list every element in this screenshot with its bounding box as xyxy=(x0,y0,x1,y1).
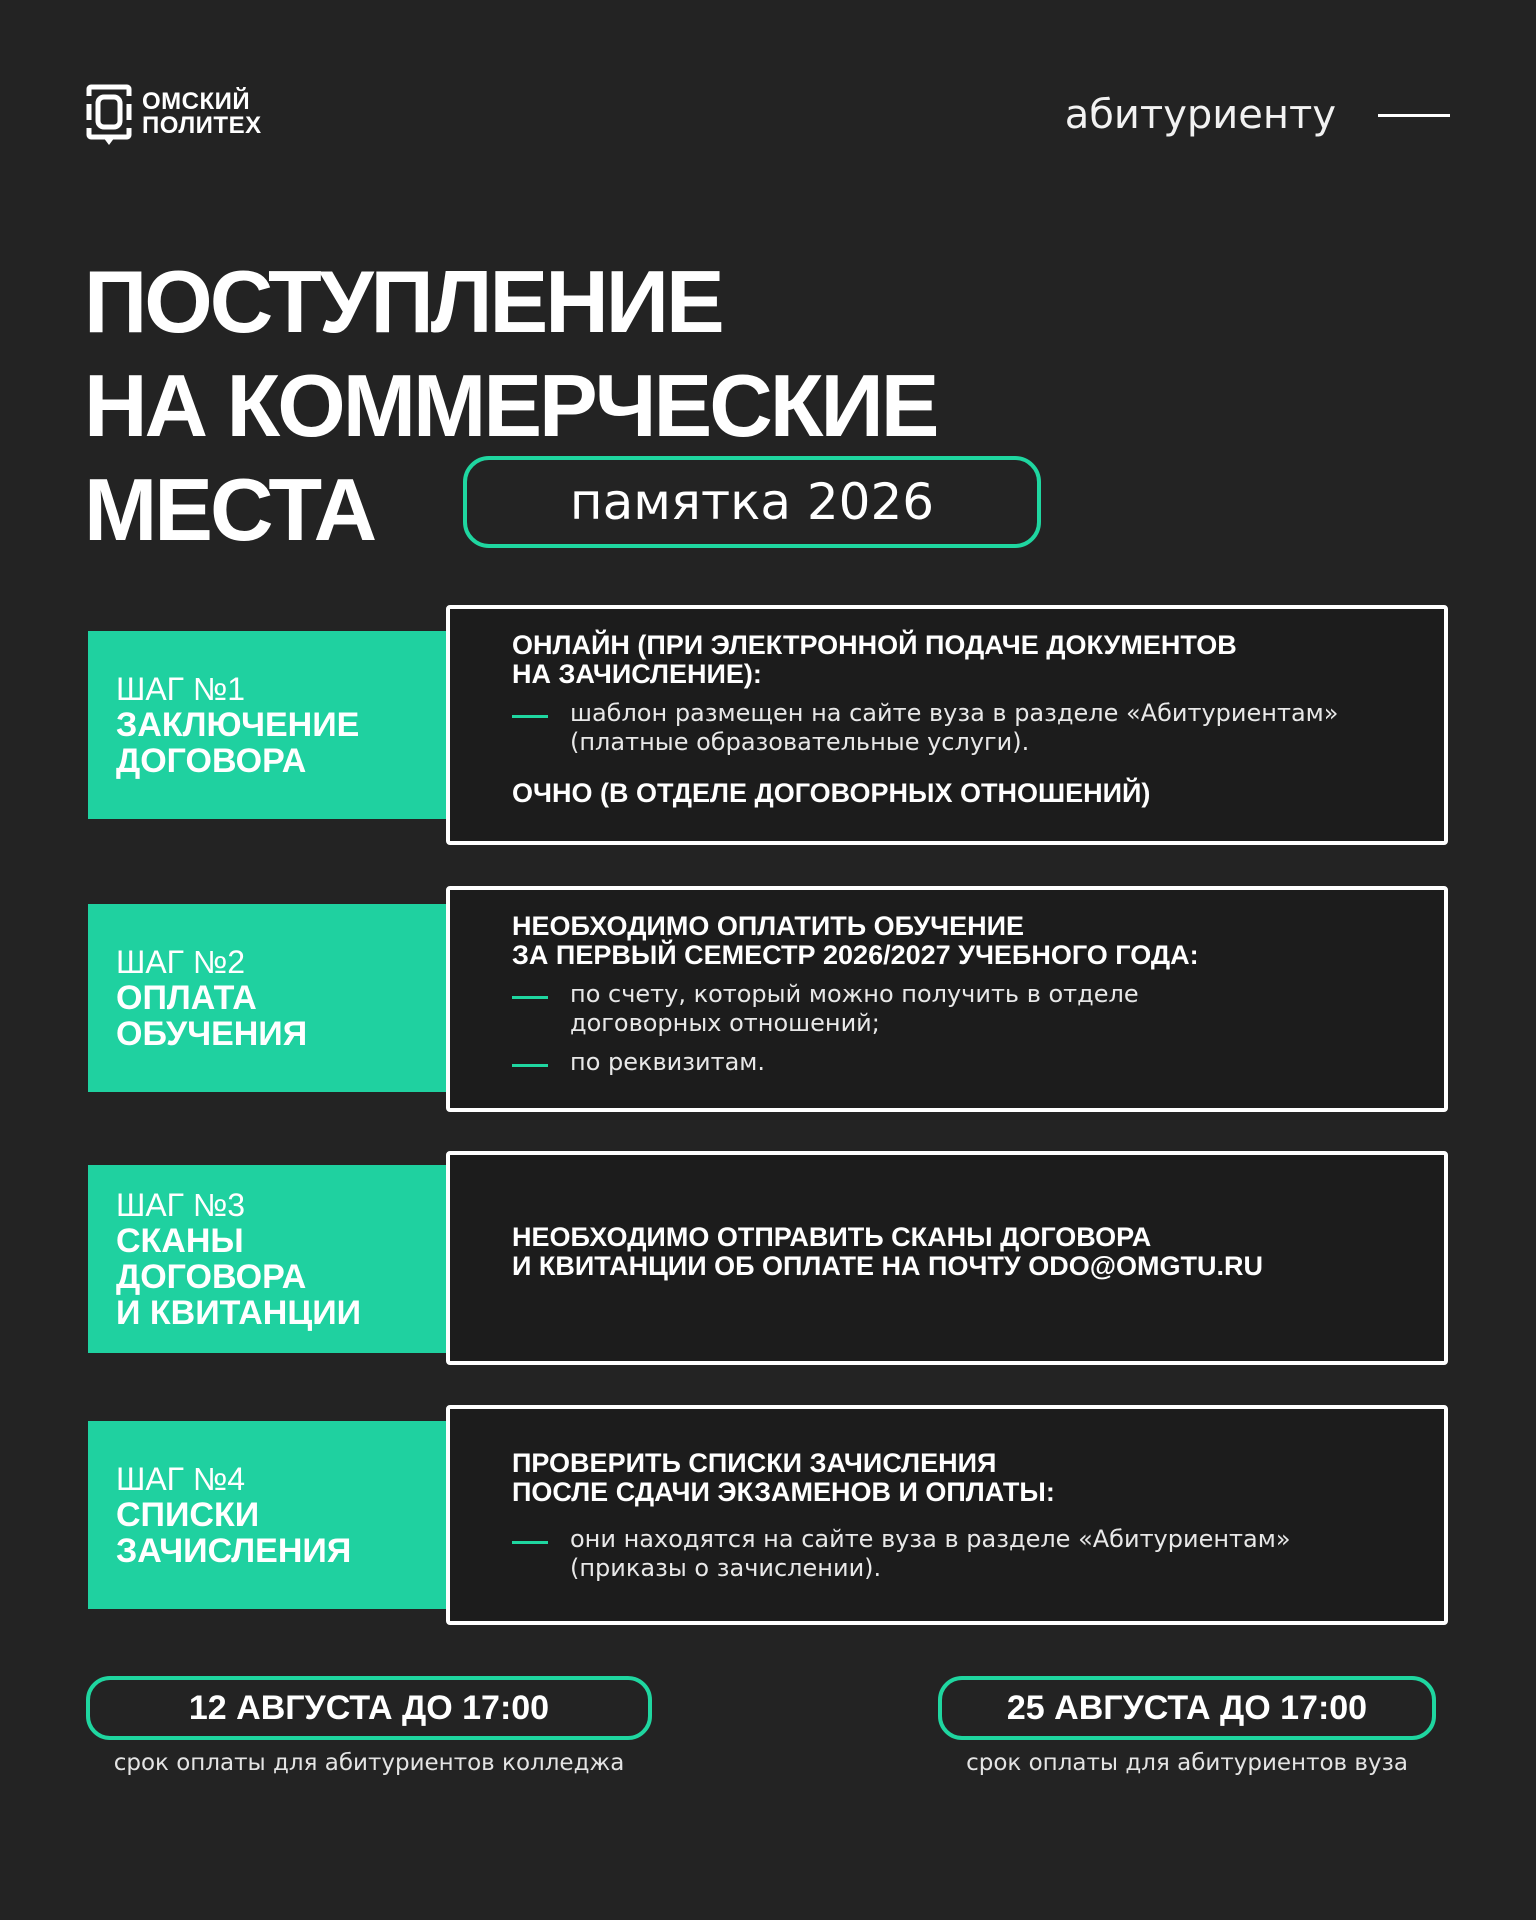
list-item-line: шаблон размещен на сайте вуза в разделе «Абитуриентам» xyxy=(570,699,1339,727)
step-title-line: ОПЛАТА xyxy=(116,979,257,1017)
step-heading-line: ОНЛАЙН (ПРИ ЭЛЕКТРОННОЙ ПОДАЧЕ ДОКУМЕНТОВ xyxy=(512,630,1237,660)
list-item-line: договорных отношений; xyxy=(570,1009,880,1037)
step-3-details xyxy=(446,1151,1448,1365)
step-3-label xyxy=(88,1165,448,1353)
step-number: ШАГ №2 xyxy=(116,944,246,980)
step-heading-line: НЕОБХОДИМО ОТПРАВИТЬ СКАНЫ ДОГОВОРА xyxy=(512,1222,1152,1252)
step-title-line: И КВИТАНЦИИ xyxy=(116,1294,362,1332)
list-item xyxy=(512,980,1384,1038)
list-item xyxy=(512,1048,1384,1077)
step-heading-line: ЗА ПЕРВЫЙ СЕМЕСТР 2026/2027 УЧЕБНОГО ГОДА: xyxy=(512,940,1199,970)
university-logo[interactable] xyxy=(86,84,262,144)
college-deadline-caption: срок оплаты для абитуриентов колледжа xyxy=(113,1750,625,1776)
list-item-line: (платные образовательные услуги). xyxy=(570,728,1030,756)
step-title-line: СПИСКИ xyxy=(116,1496,260,1534)
step-4-details xyxy=(446,1405,1448,1625)
step-title-line: ЗАКЛЮЧЕНИЕ xyxy=(116,706,360,744)
university-deadline-caption: срок оплаты для абитуриентов вуза xyxy=(966,1750,1408,1776)
list-item-text xyxy=(570,699,1338,757)
list-item-text xyxy=(570,1525,1291,1583)
title-line-2: НА КОММЕРЧЕСКИЕ xyxy=(84,356,937,455)
title-line-3: МЕСТА xyxy=(84,460,375,559)
step-4-label xyxy=(88,1421,448,1609)
college-deadline-badge: 12 АВГУСТА ДО 17:00 xyxy=(86,1676,652,1740)
step-title xyxy=(116,980,448,1052)
step-heading-line: ПОСЛЕ СДАЧИ ЭКЗАМЕНОВ И ОПЛАТЫ: xyxy=(512,1477,1055,1507)
memo-badge: памятка 2026 xyxy=(463,456,1041,548)
list-item xyxy=(512,1525,1384,1583)
logo-line-2: ПОЛИТЕХ xyxy=(142,112,262,139)
step-title-line: ДОГОВОРА xyxy=(116,1258,307,1296)
step-title xyxy=(116,1497,448,1569)
list-item-line: по реквизитам. xyxy=(570,1048,766,1076)
logo-icon xyxy=(86,84,132,144)
list-item-line: (приказы о зачислении). xyxy=(570,1554,882,1582)
step-heading xyxy=(512,1449,1384,1507)
step-1 xyxy=(88,605,1448,845)
dash-icon xyxy=(512,1064,548,1067)
step-heading-line: ПРОВЕРИТЬ СПИСКИ ЗАЧИСЛЕНИЯ xyxy=(512,1448,997,1478)
step-1-label xyxy=(88,631,448,819)
step-title-line: ЗАЧИСЛЕНИЯ xyxy=(116,1532,352,1570)
step-number: ШАГ №1 xyxy=(116,671,246,707)
list-item-text xyxy=(570,980,1139,1038)
step-heading-line: НА ЗАЧИСЛЕНИЕ): xyxy=(512,659,762,689)
step-heading xyxy=(512,1223,1384,1281)
list-item-text xyxy=(570,1048,765,1077)
logo-text xyxy=(142,90,262,138)
list-item-line: по счету, который можно получить в отделе xyxy=(570,980,1139,1008)
step-heading-line: НЕОБХОДИМО ОПЛАТИТЬ ОБУЧЕНИЕ xyxy=(512,911,1025,941)
list-item xyxy=(512,699,1384,757)
step-number: ШАГ №3 xyxy=(116,1187,246,1223)
step-title xyxy=(116,707,448,779)
step-1-details xyxy=(446,605,1448,845)
step-number: ШАГ №4 xyxy=(116,1461,246,1497)
step-heading-line: И КВИТАНЦИИ ОБ ОПЛАТЕ НА ПОЧТУ ODO@OMGTU.RU xyxy=(512,1251,1264,1281)
applicant-link[interactable]: абитуриенту xyxy=(1064,92,1336,138)
step-heading xyxy=(512,631,1384,689)
step-2 xyxy=(88,886,1448,1112)
step-title-line: ОБУЧЕНИЯ xyxy=(116,1015,308,1053)
step-extra: ОЧНО (В ОТДЕЛЕ ДОГОВОРНЫХ ОТНОШЕНИЙ) xyxy=(512,778,1151,808)
step-title-line: ДОГОВОРА xyxy=(116,742,307,780)
step-2-details xyxy=(446,886,1448,1112)
dash-icon xyxy=(512,715,548,718)
step-3 xyxy=(88,1151,1448,1365)
university-deadline-badge: 25 АВГУСТА ДО 17:00 xyxy=(938,1676,1436,1740)
dash-icon xyxy=(512,1541,548,1544)
title-line-1: ПОСТУПЛЕНИЕ xyxy=(84,252,722,351)
step-title xyxy=(116,1223,448,1331)
header-nav xyxy=(1065,92,1450,138)
step-heading xyxy=(512,912,1384,970)
header-dash xyxy=(1378,114,1450,117)
dash-icon xyxy=(512,996,548,999)
logo-line-1: ОМСКИЙ xyxy=(142,88,251,115)
step-4 xyxy=(88,1405,1448,1625)
step-2-label xyxy=(88,904,448,1092)
list-item-line: они находятся на сайте вуза в разделе «Абитуриентам» xyxy=(570,1525,1291,1553)
step-title-line: СКАНЫ xyxy=(116,1222,244,1260)
